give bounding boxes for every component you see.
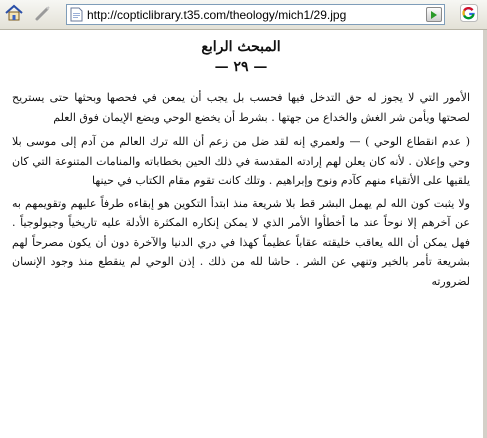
page-number: — ٢٩ — <box>214 59 268 75</box>
url-input[interactable] <box>87 6 417 23</box>
paragraph-2: ( عدم انقطاع الوحي ) — ولعمري إنه لقد ضل من زعم أن الله ترك العالم من آدم إلى موسى بلا وحي وإعلان . لأنه كان يعلن لهم إرادته المقدسة في ذلك الحين بخطاباته والمنامات المتنوعة التي كان يلقيها على الأتقياء منهم كآدم ونوح وإبراهيم . وتلك كانت تقوم مقام الكتاب في حينها <box>12 135 470 187</box>
section-heading: المبحث الرابع <box>201 39 281 55</box>
image-viewport <box>0 30 487 438</box>
address-bar[interactable] <box>66 4 445 25</box>
home-icon <box>4 3 24 27</box>
go-button[interactable] <box>426 7 442 22</box>
scanned-page <box>12 30 470 438</box>
go-icon <box>429 10 439 20</box>
window-edge <box>483 30 487 438</box>
edit-icon <box>34 4 52 26</box>
edit-button[interactable] <box>32 4 54 26</box>
home-button[interactable] <box>3 4 25 26</box>
paragraph-1: الأمور التي لا يجوز له حق التدخل فيها فحسب بل يجب أن يمعن في فحصها وبحثها حتى يستريح لصحتها ويأمن شر الغش والخداع من جهتها . بشرط أن يخضع الوحي ويضع الإيمان فوق العلم <box>12 91 470 124</box>
browser-toolbar <box>0 0 487 30</box>
google-search-button[interactable] <box>458 4 480 26</box>
paragraph-3: ولا يثبت كون الله لم يهمل البشر قط بلا شريعة منذ ابتدأ التكوين هو إبقاءه طرفاً عليهم وتقويمهم به عن آخرهم إلا نوحاً عند ما أخطأوا الأمر الذي لا يمكن إنكاره المكثرة الأدلة عليه تاريخياً وجيولوجياً . فهل يمكن أن الله يعاقب خليقته عقاباً عظيماً كهذا في دري الدنيا والآخرة دون أن يكون مصرحاً لهم بشريعة تأمر بالخير وتنهي عن الشر . حاشا لله من ذلك . إذن الوحي لم ينقطع منذ وجود الإنسان لضرورته <box>12 196 470 288</box>
google-icon <box>460 4 478 26</box>
page-icon <box>70 7 83 22</box>
